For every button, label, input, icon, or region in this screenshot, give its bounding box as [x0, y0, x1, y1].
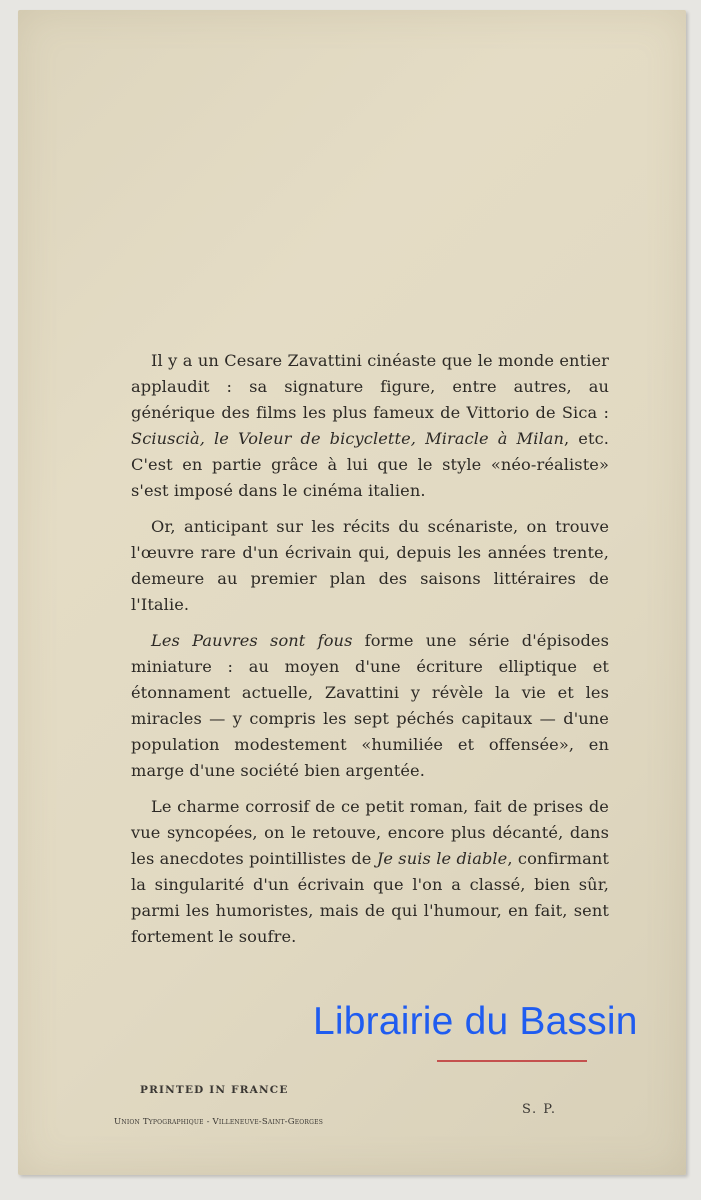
blurb-text: [131, 348, 609, 960]
paragraph-1: [131, 348, 609, 504]
paragraph-3-text: forme une série d'épisodes miniature : au moyen d'une écriture elliptique et étonnament actuelle, Zavattini y révèle la vie et les miracles — y compris les sept péchés capitaux — d'une population modestement «humiliée et offensée», en marge d'une société bien argentée.: [131, 631, 610, 780]
paragraph-4-text-b: , confirmant la singularité d'un écrivain que l'on a classé, bien sûr, parmi les humoristes, mais de qui l'humour, en fait, sent fortement le soufre.: [131, 849, 609, 946]
printer-imprint: Union Typographique - Villeneuve-Saint-Georges: [114, 1117, 324, 1127]
paragraph-3: [131, 628, 609, 784]
book-title-je-suis-le-diable: Je suis le diable: [376, 849, 508, 868]
bookshop-watermark: Librairie du Bassin: [313, 1000, 638, 1043]
paragraph-1-text-a: Il y a un Cesare Zavattini cinéaste que le monde entier applaudit : sa signature figure, entre autres, au générique des films les plus fameux de Vittorio de Sica :: [131, 351, 609, 422]
paragraph-4: [131, 794, 609, 950]
paragraph-1-text-b: , etc. C'est en partie grâce à lui que le style «néo-réaliste» s'est imposé dans le cinéma italien.: [131, 429, 610, 500]
book-title-les-pauvres: Les Pauvres sont fous: [151, 631, 353, 650]
red-rule: [437, 1060, 587, 1062]
paragraph-2: Or, anticipant sur les récits du scénariste, on trouve l'œuvre rare d'un écrivain qui, depuis les années trente, demeure au premier plan des saisons littéraires de l'Italie.: [131, 517, 609, 614]
paragraph-4-text-a: Le charme corrosif de ce petit roman, fait de prises de vue syncopées, on le retouve, encore plus décanté, dans les anecdotes pointillistes de: [131, 797, 609, 868]
printed-in-france: PRINTED IN FRANCE: [140, 1084, 289, 1096]
sp-code: S. P.: [522, 1102, 557, 1117]
film-titles: Sciuscià, le Voleur de bicyclette, Miracle à Milan: [131, 429, 565, 448]
